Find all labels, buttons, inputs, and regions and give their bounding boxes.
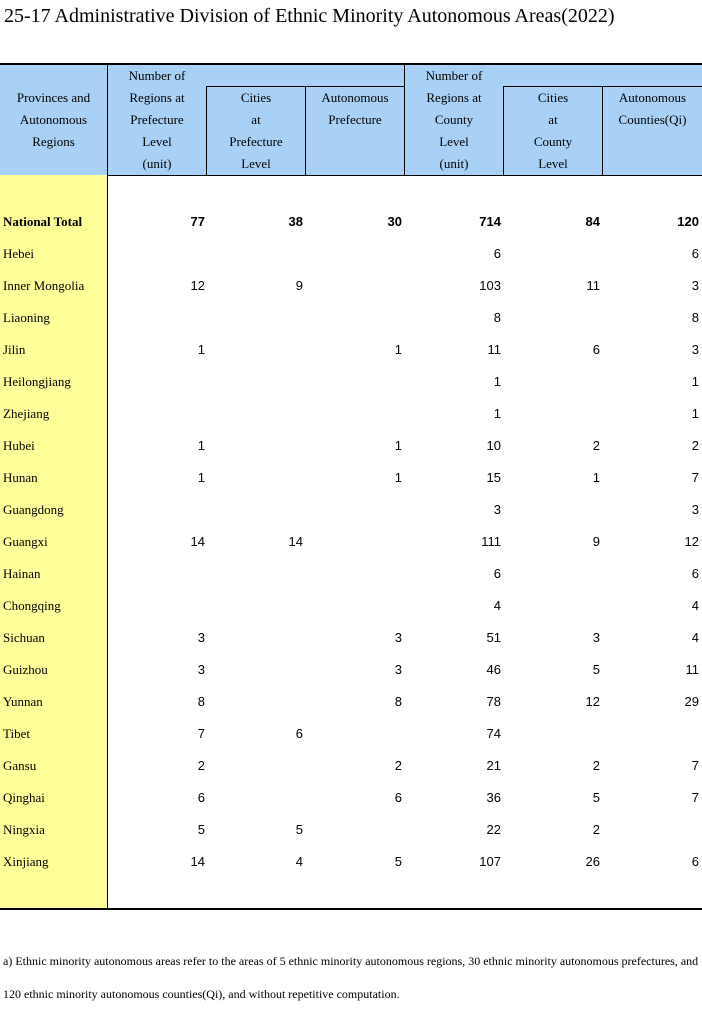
value-cell: 30 — [387, 214, 402, 229]
table-header — [0, 63, 702, 175]
footnote: a) Ethnic minority autonomous areas refer to the areas of 5 ethnic minority autonomous regions, 30 ethnic minority autonomous prefectures, and 120 ethnic minority autonomous counties(Qi), and without repetitive computation. — [3, 954, 699, 1001]
value-cell: 3 — [691, 342, 699, 357]
region-name: Jilin — [3, 342, 26, 357]
value-cell: 1 — [197, 470, 205, 485]
value-cell: 1 — [394, 470, 402, 485]
region-name: Hunan — [3, 470, 38, 485]
value-cell: 6 — [394, 790, 402, 805]
header-line: Autonomous — [618, 90, 687, 105]
header-line: Prefecture — [229, 134, 283, 149]
region-name: Hebei — [3, 246, 35, 261]
value-cell: 4 — [493, 598, 501, 613]
header-regions-prefecture — [108, 65, 206, 175]
header-line: at — [548, 112, 558, 127]
table-row — [0, 846, 702, 878]
value-cell: 15 — [486, 470, 501, 485]
value-cell: 14 — [190, 854, 205, 869]
region-name: Heilongjiang — [3, 374, 71, 389]
value-cell: 5 — [592, 790, 600, 805]
value-cell: 1 — [592, 470, 600, 485]
value-cell: 3 — [394, 662, 402, 677]
header-autonomous-counties — [603, 87, 702, 131]
header-line: County — [533, 134, 573, 149]
region-name: Zhejiang — [3, 406, 50, 421]
value-cell: 11 — [685, 662, 699, 677]
table-row — [0, 814, 702, 846]
value-cell: 5 — [197, 822, 205, 837]
value-cell: 1 — [493, 406, 501, 421]
value-cell: 7 — [691, 758, 699, 773]
header-line: (unit) — [142, 156, 172, 171]
value-cell: 3 — [493, 502, 501, 517]
header-line: at — [251, 112, 261, 127]
header-line: (unit) — [439, 156, 469, 171]
value-cell: 12 — [585, 694, 600, 709]
value-cell: 3 — [691, 502, 699, 517]
region-name: Sichuan — [3, 630, 45, 645]
value-cell: 1 — [493, 374, 501, 389]
divider — [602, 87, 603, 175]
value-cell: 77 — [190, 214, 205, 229]
divider — [107, 65, 108, 175]
divider — [404, 65, 405, 175]
value-cell: 111 — [481, 534, 501, 549]
page-title: 25-17 Administrative Division of Ethnic Minority Autonomous Areas(2022) — [4, 5, 615, 27]
value-cell: 714 — [479, 214, 501, 229]
value-cell: 38 — [288, 214, 303, 229]
header-autonomous-prefecture — [306, 87, 404, 131]
value-cell: 36 — [486, 790, 501, 805]
value-cell: 7 — [691, 790, 699, 805]
value-cell: 3 — [691, 278, 699, 293]
value-cell: 6 — [691, 246, 699, 261]
table-row — [0, 462, 702, 494]
header-regions-county — [405, 65, 503, 175]
value-cell: 2 — [197, 758, 205, 773]
header-line: Cities — [537, 90, 569, 105]
region-name: Guizhou — [3, 662, 48, 677]
value-cell: 2 — [592, 438, 600, 453]
table-row — [0, 558, 702, 590]
value-cell: 6 — [295, 726, 303, 741]
table-row — [0, 750, 702, 782]
region-name: Yunnan — [3, 694, 43, 709]
header-line: County — [434, 112, 474, 127]
value-cell: 1 — [394, 438, 402, 453]
value-cell: 8 — [691, 310, 699, 325]
value-cell: 1 — [691, 374, 699, 389]
region-name: Chongqing — [3, 598, 61, 613]
value-cell: 5 — [592, 662, 600, 677]
value-cell: 29 — [684, 694, 699, 709]
region-name: Guangdong — [3, 502, 64, 517]
header-line: Regions — [32, 134, 75, 149]
value-cell: 11 — [487, 342, 501, 357]
value-cell: 5 — [295, 822, 303, 837]
value-cell: 26 — [585, 854, 600, 869]
value-cell: 9 — [295, 278, 303, 293]
value-cell: 6 — [691, 854, 699, 869]
header-line: Number of — [425, 68, 483, 83]
value-cell: 74 — [486, 726, 501, 741]
table-row — [0, 526, 702, 558]
value-cell: 2 — [592, 758, 600, 773]
header-cities-county — [504, 87, 602, 175]
region-name: Tibet — [3, 726, 30, 741]
value-cell: 4 — [295, 854, 303, 869]
table-row — [0, 622, 702, 654]
value-cell: 107 — [479, 854, 501, 869]
value-cell: 5 — [394, 854, 402, 869]
table-row — [0, 238, 702, 270]
value-cell: 22 — [486, 822, 501, 837]
value-cell: 103 — [479, 278, 501, 293]
divider — [503, 86, 702, 87]
header-line: Provinces and — [16, 90, 91, 105]
table-row — [0, 590, 702, 622]
value-cell: 8 — [493, 310, 501, 325]
table-row — [0, 334, 702, 366]
value-cell: 9 — [592, 534, 600, 549]
value-cell: 1 — [691, 406, 699, 421]
region-name: National Total — [3, 214, 83, 229]
value-cell: 4 — [691, 630, 699, 645]
header-line: Autonomous — [321, 90, 389, 105]
value-cell: 3 — [592, 630, 600, 645]
region-name: Qinghai — [3, 790, 45, 805]
value-cell: 2 — [691, 438, 699, 453]
region-name: Gansu — [3, 758, 37, 773]
table-row — [0, 398, 702, 430]
value-cell: 46 — [486, 662, 501, 677]
region-name: Ningxia — [3, 822, 45, 837]
value-cell: 10 — [486, 438, 501, 453]
value-cell: 4 — [691, 598, 699, 613]
value-cell: 1 — [197, 438, 205, 453]
value-cell: 3 — [197, 630, 205, 645]
table-row — [0, 366, 702, 398]
region-name: Guangxi — [3, 534, 48, 549]
value-cell: 2 — [394, 758, 402, 773]
value-cell: 7 — [197, 726, 205, 741]
table-row — [0, 782, 702, 814]
value-cell: 8 — [394, 694, 402, 709]
table-row — [0, 430, 702, 462]
header-line: Level — [439, 134, 469, 149]
value-cell: 2 — [592, 822, 600, 837]
divider — [206, 87, 207, 175]
value-cell: 3 — [394, 630, 402, 645]
divider — [503, 87, 504, 175]
value-cell: 1 — [197, 342, 205, 357]
header-cities-prefecture — [207, 87, 305, 175]
region-name: Inner Mongolia — [3, 278, 85, 293]
region-name: Hainan — [3, 566, 41, 581]
value-cell: 12 — [684, 534, 699, 549]
region-name: Hubei — [3, 438, 35, 453]
total-row — [0, 206, 702, 238]
value-cell: 78 — [486, 694, 501, 709]
value-cell: 14 — [288, 534, 303, 549]
header-line: Regions at — [426, 90, 482, 105]
table-bottom-rule — [0, 908, 702, 910]
region-name: Xinjiang — [3, 854, 49, 869]
value-cell: 6 — [493, 246, 501, 261]
value-cell: 6 — [592, 342, 600, 357]
table-row — [0, 654, 702, 686]
header-line: Level — [142, 134, 172, 149]
divider — [206, 86, 404, 87]
header-line: Level — [241, 156, 271, 171]
header-line: Autonomous — [19, 112, 88, 127]
value-cell: 6 — [493, 566, 501, 581]
table-row — [0, 270, 702, 302]
divider — [305, 87, 306, 175]
value-cell: 21 — [486, 758, 501, 773]
value-cell: 11 — [586, 278, 600, 293]
header-line: Prefecture — [130, 112, 184, 127]
header-line: Number of — [128, 68, 186, 83]
value-cell: 8 — [197, 694, 205, 709]
header-line: Cities — [240, 90, 272, 105]
value-cell: 51 — [486, 630, 501, 645]
header-line: Regions at — [129, 90, 185, 105]
table-row — [0, 302, 702, 334]
table-row — [0, 686, 702, 718]
region-name: Liaoning — [3, 310, 50, 325]
value-cell: 6 — [197, 790, 205, 805]
value-cell: 1 — [394, 342, 402, 357]
value-cell: 14 — [190, 534, 205, 549]
header-line: Prefecture — [328, 112, 382, 127]
value-cell: 84 — [585, 214, 600, 229]
value-cell: 120 — [677, 214, 699, 229]
header-line: Counties(Qi) — [618, 112, 687, 127]
value-cell: 3 — [197, 662, 205, 677]
value-cell: 6 — [691, 566, 699, 581]
table-row — [0, 718, 702, 750]
value-cell: 12 — [190, 278, 205, 293]
header-provinces — [0, 87, 107, 153]
value-cell: 7 — [691, 470, 699, 485]
header-line: Level — [538, 156, 568, 171]
table-row — [0, 494, 702, 526]
